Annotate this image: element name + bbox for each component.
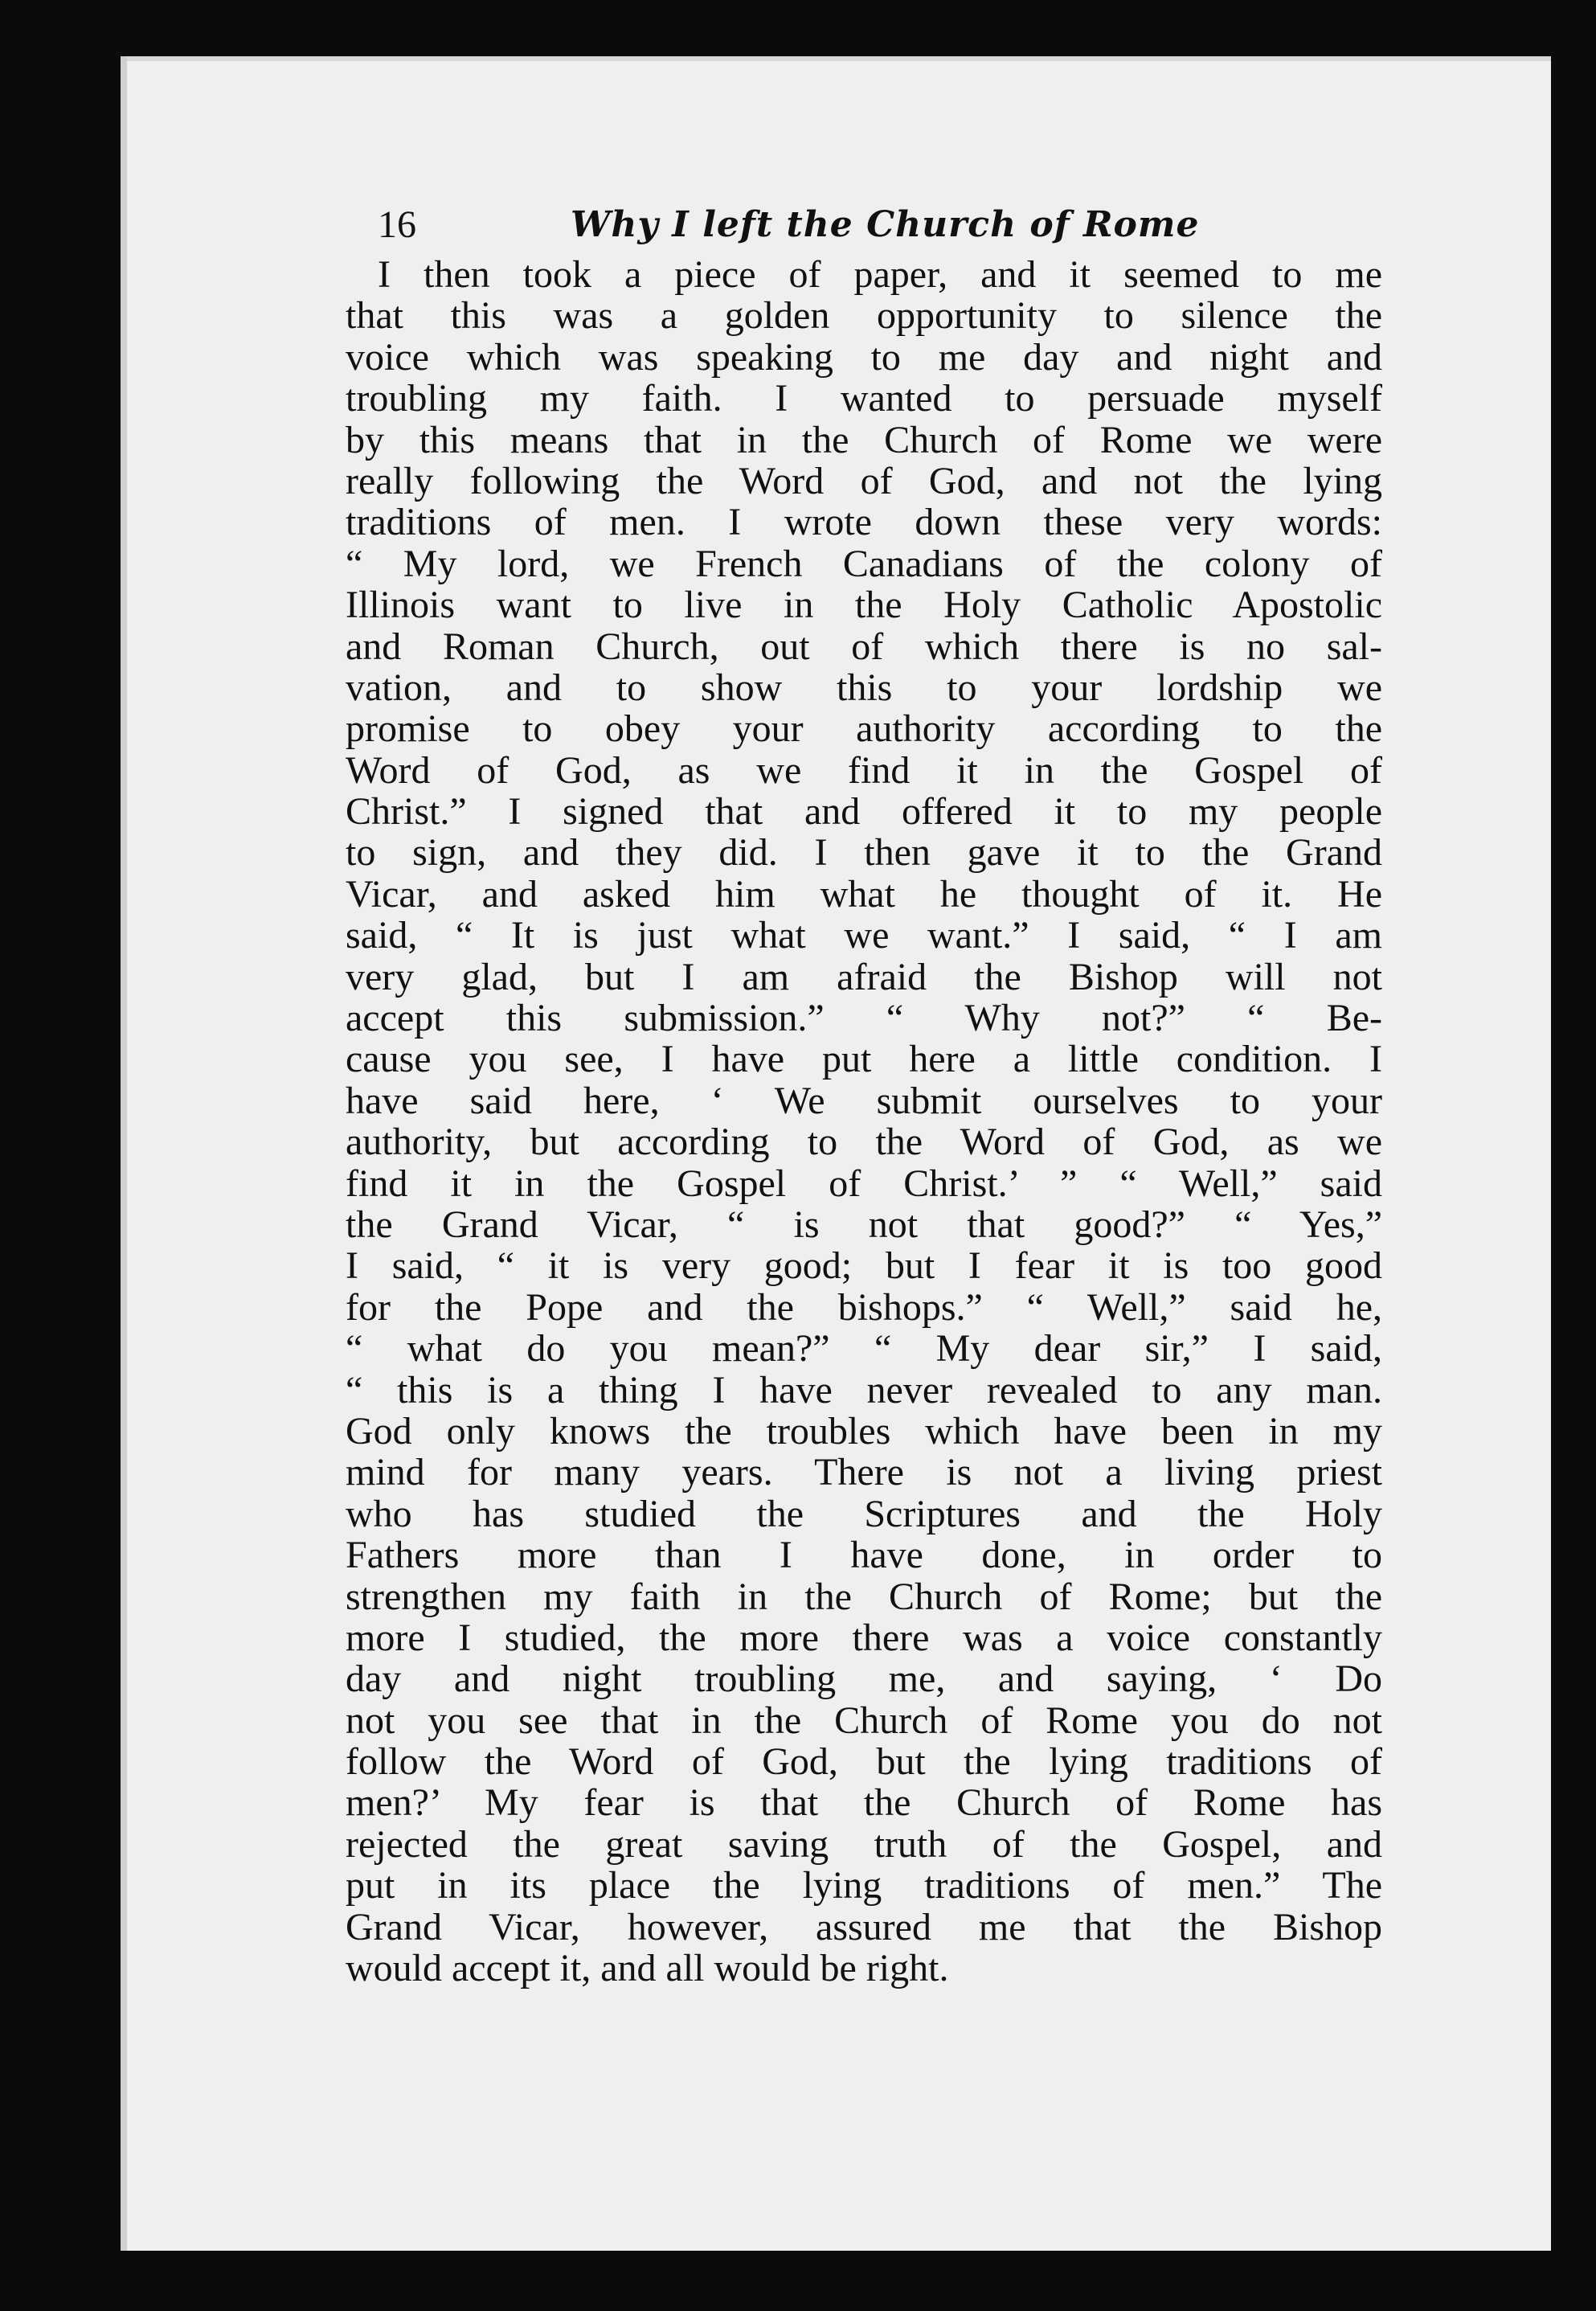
- text-line: “ this is a thing I have never revealed to any man.: [346, 1369, 1382, 1411]
- text-line: “ My lord, we French Canadians of the colony of: [346, 543, 1382, 585]
- text-line: rejected the great saving truth of the Gospel, and: [346, 1823, 1382, 1866]
- text-line: for the Pope and the bishops.” “ Well,” said he,: [346, 1286, 1382, 1329]
- text-line: Word of God, as we find it in the Gospel of: [346, 749, 1382, 792]
- text-line: very glad, but I am afraid the Bishop will not: [346, 956, 1382, 998]
- text-line: find it in the Gospel of Christ.’ ” “ Well,” said: [346, 1162, 1382, 1204]
- text-line: strengthen my faith in the Church of Rome; but the: [346, 1575, 1382, 1617]
- text-line: cause you see, I have put here a little condition. I: [346, 1039, 1382, 1080]
- text-line: troubling my faith. I wanted to persuade myself: [346, 378, 1382, 420]
- text-line: accept this submission.” “ Why not?” “ Be-: [346, 998, 1382, 1039]
- body-text: [346, 254, 1382, 1989]
- text-line: I then took a piece of paper, and it seemed to me: [378, 254, 1382, 296]
- text-line: said, “ It is just what we want.” I said, “ I am: [346, 915, 1382, 957]
- running-title: Why I left the Church of Rome: [571, 204, 1200, 245]
- text-line: who has studied the Scriptures and the Holy: [346, 1493, 1382, 1535]
- text-line: would accept it, and all would be right.: [346, 1948, 949, 1989]
- text-line: voice which was speaking to me day and night and: [346, 336, 1382, 379]
- text-line: Christ.” I signed that and offered it to my people: [346, 791, 1382, 833]
- text-line: put in its place the lying traditions of men.” The: [346, 1865, 1382, 1907]
- text-line: mind for many years. There is not a living priest: [346, 1452, 1382, 1494]
- text-line: God only knows the troubles which have been in my: [346, 1410, 1382, 1453]
- text-line: the Grand Vicar, “ is not that good?” “ Yes,”: [346, 1203, 1382, 1246]
- text-line: more I studied, the more there was a voice constantly: [346, 1616, 1382, 1659]
- text-line: Illinois want to live in the Holy Catholic Apostolic: [346, 584, 1382, 626]
- text-line: Fathers more than I have done, in order to: [346, 1535, 1382, 1576]
- text-line: day and night troubling me, and saying, ‘ Do: [346, 1658, 1382, 1700]
- text-line: to sign, and they did. I then gave it to the Grand: [346, 832, 1382, 874]
- page-number: 16: [378, 203, 416, 246]
- text-line: “ what do you mean?” “ My dear sir,” I said,: [346, 1328, 1382, 1370]
- text-line: by this means that in the Church of Rome we were: [346, 419, 1382, 461]
- text-line: not you see that in the Church of Rome you do not: [346, 1699, 1382, 1742]
- text-line: and Roman Church, out of which there is no sal-: [346, 625, 1382, 667]
- text-line: really following the Word of God, and not the lying: [346, 460, 1382, 502]
- text-line: that this was a golden opportunity to silence the: [346, 295, 1382, 337]
- text-line: follow the Word of God, but the lying traditions of: [346, 1741, 1382, 1783]
- text-line: Grand Vicar, however, assured me that the Bishop: [346, 1906, 1382, 1948]
- text-line: authority, but according to the Word of God, as we: [346, 1121, 1382, 1163]
- text-line: have said here, ‘ We submit ourselves to your: [346, 1080, 1382, 1122]
- text-line: men?’ My fear is that the Church of Rome has: [346, 1782, 1382, 1824]
- page-edge-shadow: [1551, 72, 1596, 2243]
- text-line: I said, “ it is very good; but I fear it is too good: [346, 1245, 1382, 1287]
- text-line: traditions of men. I wrote down these very words:: [346, 502, 1382, 543]
- text-line: promise to obey your authority according to the: [346, 708, 1382, 750]
- text-line: Vicar, and asked him what he thought of it. He: [346, 873, 1382, 916]
- text-line: vation, and to show this to your lordship we: [346, 666, 1382, 709]
- running-head: [378, 201, 1382, 249]
